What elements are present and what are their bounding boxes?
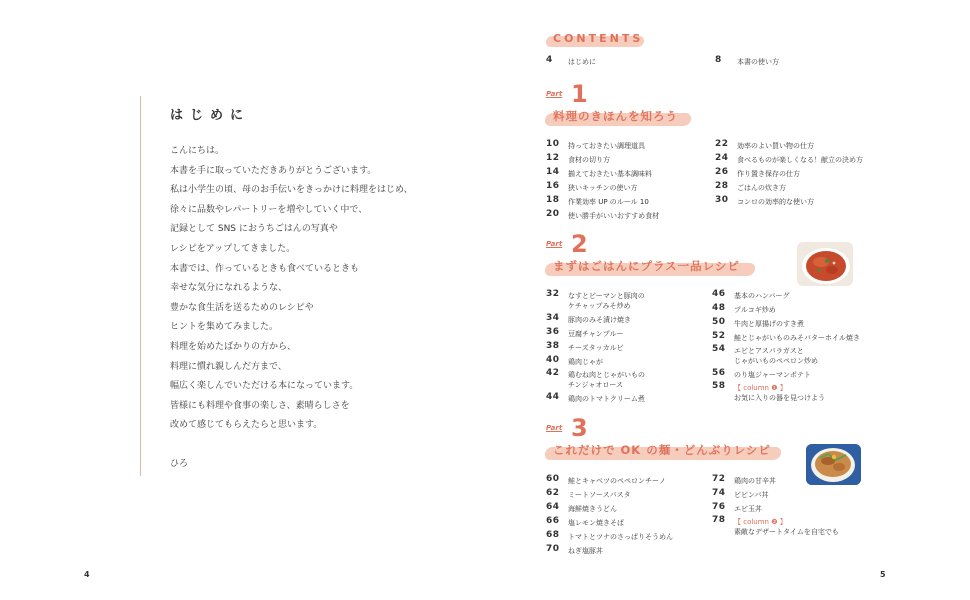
toc-page-number: 64: [546, 502, 560, 512]
intro-line: 本書では、作っているときも食べているときも: [170, 263, 360, 274]
page-number-left: 4: [84, 570, 90, 579]
intro-line: 幅広く楽しんでいただける本になっています。: [170, 381, 359, 392]
toc-entry-title: 使い勝手がいいおすすめ食材: [568, 212, 660, 220]
toc-entry-title: プルコギ炒め: [734, 306, 776, 314]
intro-title: はじめに: [170, 108, 251, 123]
intro-body: [170, 142, 413, 436]
page-number-right: 5: [880, 570, 886, 579]
toc-entry-title: 基本のハンバーグ: [734, 292, 790, 300]
intro-line: こんにちは。: [170, 146, 225, 156]
toc-page-number: 48: [712, 303, 726, 313]
toc-entry-title: チーズタッカルビ: [568, 344, 624, 352]
toc-entry-title: 揃えておきたい基本調味料: [568, 170, 652, 178]
toc-page-number: 70: [546, 544, 560, 554]
toc-entry-title: 牛肉と厚揚げのすき煮: [734, 320, 804, 328]
part-1-title: 料理のきほんを知ろう: [553, 109, 678, 123]
toc-entry-title: 鶏むね肉とじゃがいもの: [568, 371, 645, 379]
toc-page-number: 24: [715, 153, 729, 163]
part-3-title: これだけで OK の麺・どんぶりレシピ: [553, 443, 771, 457]
toc-entry-title-line2: ケチャップみそ炒め: [568, 302, 631, 310]
toc-page-number: 14: [546, 167, 560, 177]
toc-page-number: 50: [712, 317, 726, 327]
toc-entry-title: 鮭とじゃがいものみそバターホイル焼き: [734, 334, 860, 342]
toc-entry-title: ミートソースパスタ: [568, 491, 631, 499]
toc-entry-title: なすとピーマンと豚肉の: [568, 292, 645, 300]
toc-page-number: 60: [546, 474, 560, 484]
toc-entry-title-line2: 素敵なデザートタイムを自宅でも: [734, 528, 839, 536]
toc-page-number: 66: [546, 516, 560, 526]
intro-line: 改めて感じてもらえたらと思います。: [170, 420, 323, 431]
toc-entry-title: ビビンバ丼: [734, 491, 769, 499]
intro-line: 本書を手に取っていただきありがとうございます。: [170, 165, 377, 176]
toc-entry-title: のり塩ジャーマンポテト: [734, 371, 811, 379]
intro-line: 徐々に品数やレパートリーを増やしていく中で、: [170, 204, 368, 215]
intro-line: 料理を始めたばかりの方から、: [170, 341, 297, 352]
toc-entry-title: 食べるものが楽しくなる！献立の決め方: [737, 156, 863, 164]
intro-line: 記録として SNS におうちごはんの写真や: [170, 224, 338, 235]
toc-page-number: 46: [712, 289, 726, 299]
toc-page-number: 32: [546, 289, 560, 299]
toc-entry-title: 豚肉のみそ漬け焼き: [568, 316, 631, 324]
toc-entry-title: ねぎ塩豚丼: [568, 547, 603, 555]
toc-entry-title: トマトとツナのさっぱりそうめん: [568, 533, 673, 541]
toc-page-number: 12: [546, 153, 560, 163]
contents-title: CONTENTS: [553, 32, 644, 45]
toc-page-number: 44: [546, 392, 560, 402]
toc-entry-title-line2: お気に入りの器を見つけよう: [734, 394, 825, 402]
tomato-stew-illustration: [797, 242, 853, 286]
toc-entry-title: 本書の使い方: [737, 58, 779, 66]
toc-page-number: 78: [712, 515, 726, 525]
toc-entry-title: 狭いキッチンの使い方: [568, 184, 638, 192]
toc-page-number: 4: [546, 55, 553, 65]
toc-page-number: 36: [546, 327, 560, 337]
toc-entry-title-line2: じゃがいものペペロン炒め: [734, 357, 818, 365]
part-1-number: 1: [571, 80, 588, 108]
toc-page-number: 28: [715, 181, 729, 191]
part-3-number: 3: [571, 414, 588, 442]
intro-line: 私は小学生の頃、母のお手伝いをきっかけに料理をはじめ、: [170, 185, 413, 196]
toc-entry-title: 持っておきたい調理道具: [568, 142, 645, 150]
toc-page-number: 58: [712, 381, 726, 391]
toc-entry-title: エビ玉丼: [734, 505, 762, 513]
intro-line: ヒントを集めてみました。: [170, 322, 279, 333]
intro-line: 皆様にも料理や食事の楽しさ、素晴らしさを: [170, 400, 350, 411]
part-3-food-photo: [806, 444, 861, 485]
part-2-number: 2: [571, 230, 588, 258]
toc-page-number: 40: [546, 355, 560, 365]
toc-entry-title: 食材の切り方: [568, 156, 610, 164]
toc-page-number: 72: [712, 474, 726, 484]
toc-entry-title: 鶏肉じゃが: [568, 358, 603, 366]
toc-entry-title: 効率のよい買い物の仕方: [737, 142, 814, 150]
toc-page-number: 10: [546, 139, 560, 149]
toc-column-tag: 【 column ❶ 】: [734, 384, 787, 392]
part-1-tag: Part: [546, 90, 563, 98]
toc-entry-title: エビとアスパラガスと: [734, 347, 804, 355]
intro-line: 幸せな気分になれるような、: [170, 283, 288, 294]
toc-page-number: 16: [546, 181, 560, 191]
toc-page-number: 26: [715, 167, 729, 177]
intro-line: 豊かな食生活を送るためのレシピや: [170, 302, 314, 313]
toc-page-number: 30: [715, 195, 729, 205]
toc-page-number: 34: [546, 313, 560, 323]
toc-page-number: 52: [712, 331, 726, 341]
toc-page-number: 18: [546, 195, 560, 205]
toc-column-tag: 【 column ❷ 】: [734, 518, 787, 526]
toc-page-number: 56: [712, 368, 726, 378]
toc-page-number: 22: [715, 139, 729, 149]
toc-entry-title: コンロの効率的な使い方: [737, 198, 814, 206]
part-3-tag: Part: [546, 424, 563, 432]
toc-page-number: 62: [546, 488, 560, 498]
toc-entry-title: はじめに: [568, 58, 596, 66]
toc-page-number: 8: [715, 55, 722, 65]
toc-entry-title: 鶏肉の甘辛丼: [734, 477, 776, 485]
toc-entry-title: 海鮮焼きうどん: [568, 505, 617, 513]
toc-page-number: 68: [546, 530, 560, 540]
intro-line: 料理に慣れ親しんだ方まで、: [170, 361, 287, 372]
intro-signature: ひろ: [170, 459, 189, 469]
toc-entry-title: 豆腐チャンプルー: [568, 330, 624, 338]
part-2-title: まずはごはんにプラス一品レシピ: [553, 259, 740, 273]
toc-page-number: 54: [712, 344, 726, 354]
toc-entry-title: 鮭とキャベツのペペロンチーノ: [568, 477, 666, 485]
toc-page-number: 74: [712, 488, 726, 498]
part-2-tag: Part: [546, 240, 563, 248]
toc-entry-title: 作業効率 UP のルール 10: [568, 198, 649, 206]
toc-page-number: 42: [546, 368, 560, 378]
part-2-food-photo: [797, 242, 853, 286]
intro-line: レシピをアップしてきました。: [170, 243, 296, 254]
toc-entry-title: 作り置き保存の仕方: [737, 170, 800, 178]
donburi-illustration: [806, 444, 861, 485]
toc-entry-title: ごはんの炊き方: [737, 184, 786, 192]
toc-entry-title-line2: チンジャオロース: [568, 381, 623, 389]
toc-page-number: 76: [712, 502, 726, 512]
toc-entry-title: 鶏肉のトマトクリーム煮: [568, 395, 645, 403]
toc-entry-title: 塩レモン焼きそば: [568, 519, 624, 527]
toc-page-number: 38: [546, 341, 560, 351]
toc-page-number: 20: [546, 209, 560, 219]
